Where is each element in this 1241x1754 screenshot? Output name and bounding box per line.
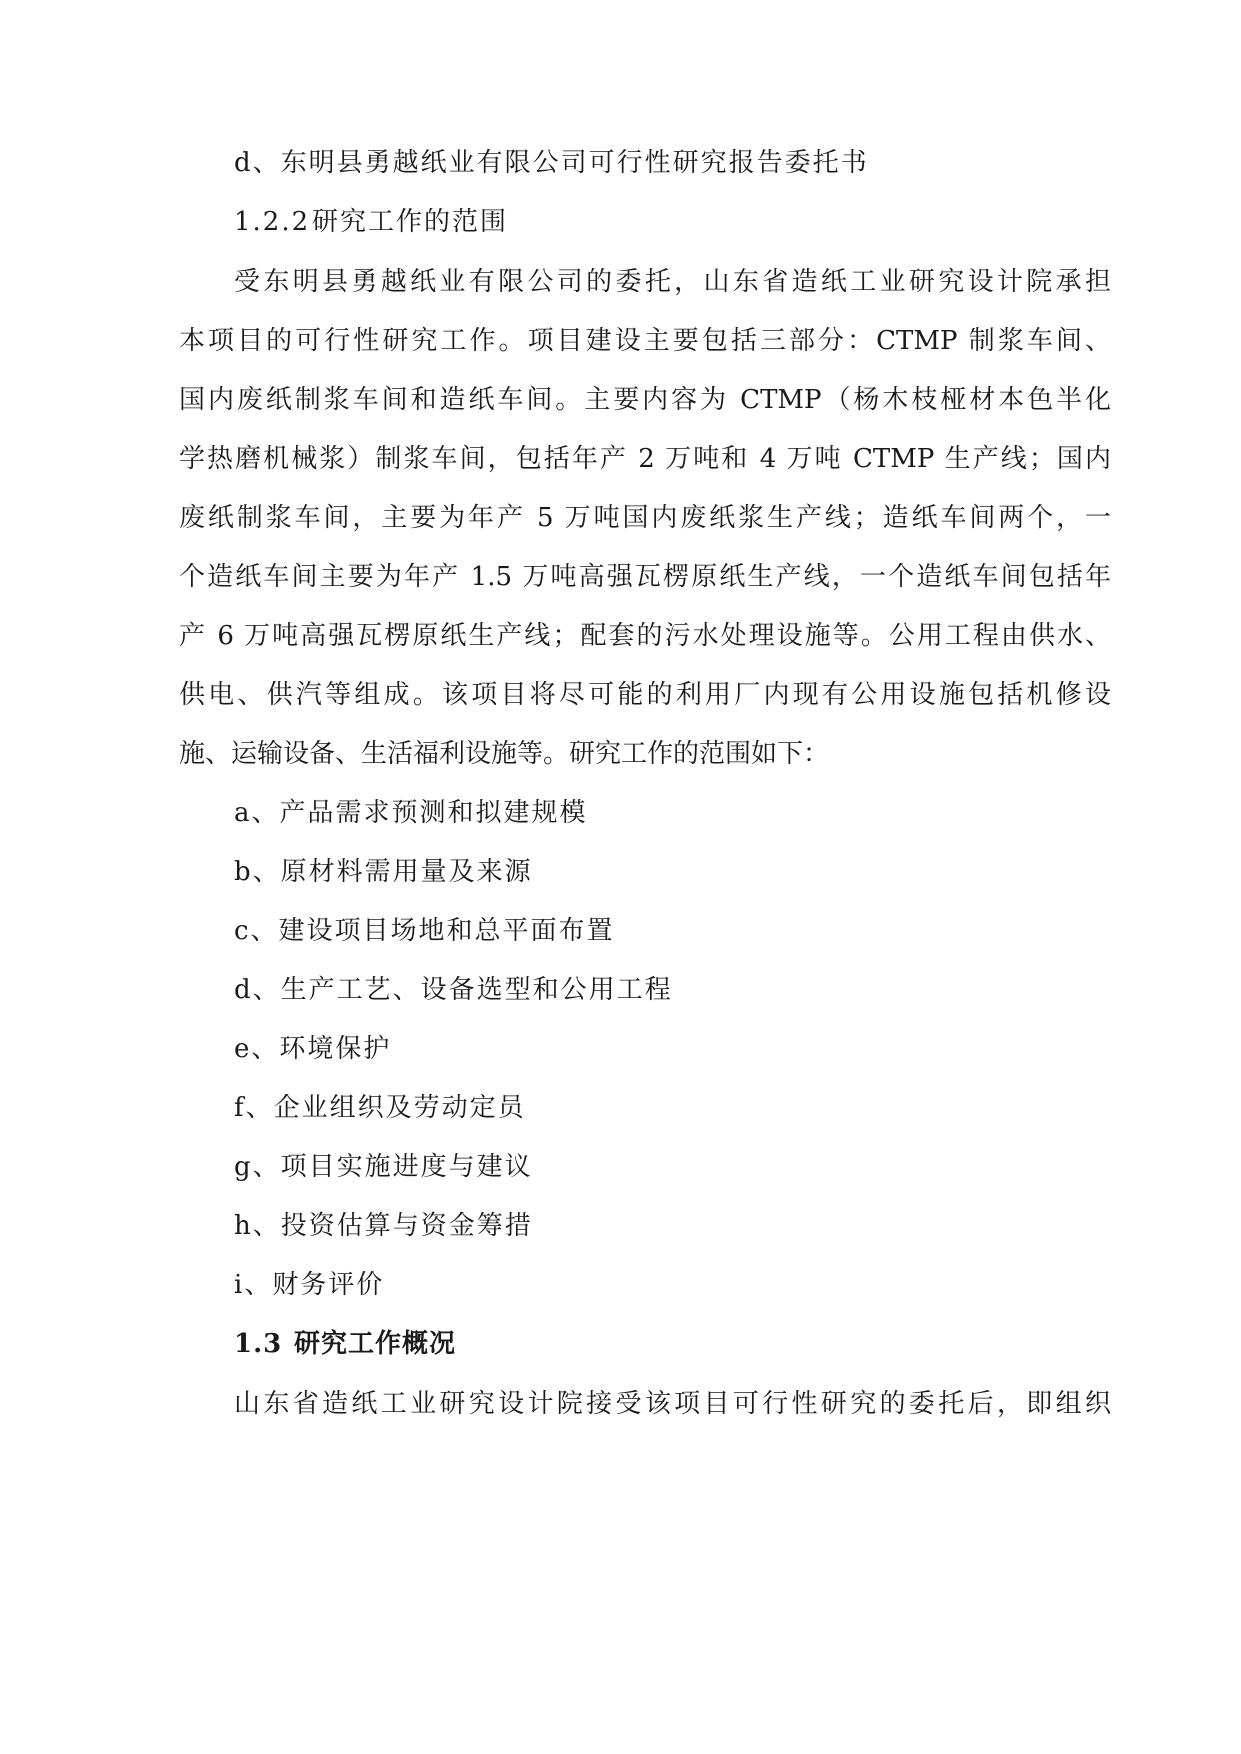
section-title: 研究工作的范围 bbox=[312, 207, 509, 237]
scope-item-d: d、生产工艺、设备选型和公用工程 bbox=[234, 975, 673, 1005]
overview-paragraph-line-1: 山东省造纸工业研究设计院接受该项目可行性研究的委托后，即组织 bbox=[234, 1389, 1111, 1419]
scope-paragraph-line-4: 学热磨机械浆）制浆车间，包括年产 2 万吨和 4 万吨 CTMP 生产线；国内 bbox=[179, 444, 1111, 474]
scope-item-b: b、原材料需用量及来源 bbox=[234, 857, 533, 887]
reference-item-d: d、东明县勇越纸业有限公司可行性研究报告委托书 bbox=[234, 148, 869, 178]
scope-paragraph-line-3: 国内废纸制浆车间和造纸车间。主要内容为 CTMP（杨木枝桠材本色半化 bbox=[179, 385, 1111, 415]
section-title: 研究工作概况 bbox=[294, 1329, 457, 1359]
scope-paragraph-line-9: 施、运输设备、生活福利设施等。研究工作的范围如下： bbox=[179, 739, 830, 769]
section-number: 1.2.2 bbox=[234, 207, 311, 237]
scope-paragraph-line-1: 受东明县勇越纸业有限公司的委托，山东省造纸工业研究设计院承担 bbox=[234, 267, 1111, 297]
scope-item-a: a、产品需求预测和拟建规模 bbox=[234, 798, 588, 828]
scope-item-g: g、项目实施进度与建议 bbox=[234, 1152, 533, 1182]
section-number: 1.3 bbox=[234, 1329, 283, 1359]
section-heading-1-3 bbox=[234, 1326, 456, 1362]
scope-item-f: f、企业组织及劳动定员 bbox=[234, 1093, 526, 1123]
scope-paragraph-line-6: 个造纸车间主要为年产 1.5 万吨高强瓦楞原纸生产线，一个造纸车间包括年 bbox=[179, 562, 1111, 592]
scope-item-i: i、财务评价 bbox=[234, 1270, 385, 1300]
scope-paragraph-line-2: 本项目的可行性研究工作。项目建设主要包括三部分：CTMP 制浆车间、 bbox=[179, 326, 1111, 356]
scope-paragraph-line-8: 供电、供汽等组成。该项目将尽可能的利用厂内现有公用设施包括机修设 bbox=[179, 680, 1111, 710]
scope-paragraph-line-5: 废纸制浆车间，主要为年产 5 万吨国内废纸浆生产线；造纸车间两个，一 bbox=[179, 503, 1111, 533]
scope-item-e: e、环境保护 bbox=[234, 1034, 392, 1064]
section-heading-1-2-2 bbox=[234, 204, 508, 240]
scope-item-c: c、建设项目场地和总平面布置 bbox=[234, 916, 615, 946]
scope-paragraph-line-7: 产 6 万吨高强瓦楞原纸生产线；配套的污水处理设施等。公用工程由供水、 bbox=[179, 621, 1111, 651]
scope-item-h: h、投资估算与资金筹措 bbox=[234, 1211, 533, 1241]
